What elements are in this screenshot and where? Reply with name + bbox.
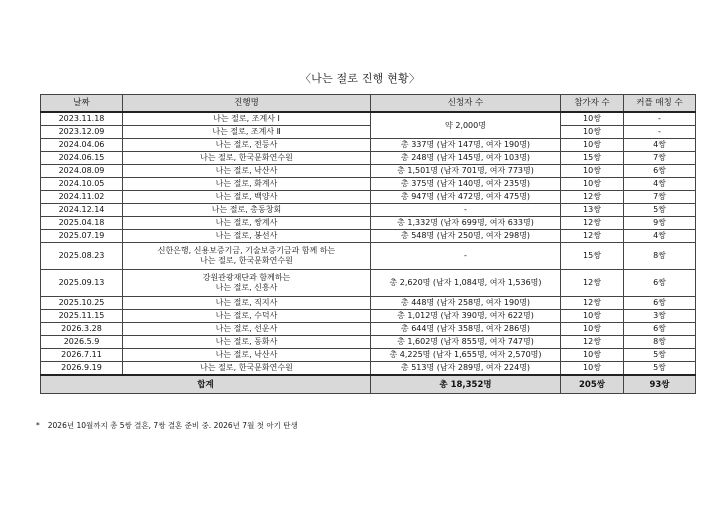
- event-name-line: 나는 절로, 낙산사: [215, 350, 278, 359]
- footnote-mark: *: [36, 421, 40, 430]
- cell-event-name: [123, 270, 371, 297]
- cell-participants: 10쌍: [561, 349, 624, 362]
- cell-event-name: [123, 139, 371, 152]
- cell-event-name: [123, 310, 371, 323]
- cell-couples: 7쌍: [624, 191, 696, 204]
- cell-event-name: [123, 126, 371, 139]
- table-row: [41, 349, 696, 362]
- cell-couples: -: [624, 126, 696, 139]
- cell-participants: 12쌍: [561, 270, 624, 297]
- cell-couples: 8쌍: [624, 243, 696, 270]
- cell-applicants: 총 4,225명 (남자 1,655명, 여자 2,570명): [371, 349, 561, 362]
- cell-couples: 6쌍: [624, 165, 696, 178]
- cell-event-name: [123, 297, 371, 310]
- table-row: [41, 178, 696, 191]
- cell-event-name: [123, 362, 371, 376]
- table-row: [41, 297, 696, 310]
- cell-participants: 10쌍: [561, 126, 624, 139]
- cell-date: 2024.10.05: [41, 178, 123, 191]
- event-name-line: 나는 절로, 한국문화연수원: [200, 363, 293, 372]
- cell-event-name: [123, 336, 371, 349]
- cell-date: 2023.11.18: [41, 112, 123, 126]
- table-row: [41, 217, 696, 230]
- cell-applicants: 총 1,602명 (남자 855명, 여자 747명): [371, 336, 561, 349]
- event-name-line: 나는 절로, 한국문화연수원: [200, 153, 293, 162]
- event-name-line: 나는 절로, 직지사: [215, 298, 278, 307]
- cell-applicants: 총 337명 (남자 147명, 여자 190명): [371, 139, 561, 152]
- cell-couples: 6쌍: [624, 297, 696, 310]
- total-applicants: 총 18,352명: [371, 375, 561, 394]
- event-name-line: 나는 절로, 한국문화연수원: [200, 256, 293, 265]
- cell-participants: 10쌍: [561, 310, 624, 323]
- cell-date: 2023.12.09: [41, 126, 123, 139]
- event-name-line: 나는 절로, 선운사: [215, 324, 278, 333]
- event-name-line: 나는 절로, 전등사: [215, 140, 278, 149]
- event-name-line: 나는 절로, 총동창회: [211, 205, 282, 214]
- cell-participants: 15쌍: [561, 152, 624, 165]
- cell-date: 2026.7.11: [41, 349, 123, 362]
- cell-event-name: [123, 204, 371, 217]
- cell-participants: 10쌍: [561, 362, 624, 376]
- header-date: 날짜: [41, 95, 123, 113]
- page-title: 〈나는 절로 진행 현황〉: [299, 72, 421, 85]
- cell-applicants: 총 248명 (남자 145명, 여자 103명): [371, 152, 561, 165]
- table-row: [41, 336, 696, 349]
- cell-applicants: 총 513명 (남자 289명, 여자 224명): [371, 362, 561, 376]
- cell-applicants: -: [371, 243, 561, 270]
- event-name-line: 나는 절로, 조계사 Ⅰ: [213, 114, 280, 123]
- table-row: [41, 362, 696, 376]
- cell-couples: 5쌍: [624, 204, 696, 217]
- table-total: [41, 375, 696, 394]
- cell-applicants: 총 548명 (남자 250명, 여자 298명): [371, 230, 561, 243]
- cell-date: 2026.3.28: [41, 323, 123, 336]
- footnote-text: 2026년 10월까지 총 5쌍 결혼, 7쌍 결혼 준비 중. 2026년 7월 첫 아기 탄생: [47, 421, 298, 430]
- cell-participants: 12쌍: [561, 191, 624, 204]
- cell-couples: 8쌍: [624, 336, 696, 349]
- cell-participants: 10쌍: [561, 165, 624, 178]
- cell-date: 2025.07.19: [41, 230, 123, 243]
- cell-participants: 12쌍: [561, 217, 624, 230]
- header-couples: 커플 매칭 수: [624, 95, 696, 113]
- cell-couples: 5쌍: [624, 349, 696, 362]
- cell-applicants: 약 2,000명: [371, 112, 561, 139]
- event-name-line: 나는 절로, 낙산사: [215, 166, 278, 175]
- cell-couples: 9쌍: [624, 217, 696, 230]
- cell-couples: 7쌍: [624, 152, 696, 165]
- cell-participants: 10쌍: [561, 323, 624, 336]
- cell-applicants: 총 1,012명 (남자 390명, 여자 622명): [371, 310, 561, 323]
- cell-event-name: [123, 112, 371, 126]
- cell-event-name: [123, 165, 371, 178]
- cell-event-name: [123, 191, 371, 204]
- event-name-line: 강원관광재단과 함께하는: [202, 273, 291, 282]
- cell-event-name: [123, 243, 371, 270]
- event-name-line: 나는 절로, 화계사: [215, 179, 278, 188]
- header-applicants: 신청자 수: [371, 95, 561, 113]
- event-name-line: 나는 절로, 신흥사: [215, 283, 278, 292]
- cell-event-name: [123, 217, 371, 230]
- table-row: [41, 230, 696, 243]
- cell-applicants: 총 1,501명 (남자 701명, 여자 773명): [371, 165, 561, 178]
- cell-couples: -: [624, 112, 696, 126]
- total-couples: 93쌍: [624, 375, 696, 394]
- cell-date: 2024.12.14: [41, 204, 123, 217]
- table-header: [41, 95, 696, 113]
- cell-participants: 10쌍: [561, 112, 624, 126]
- table-row: [41, 270, 696, 297]
- cell-event-name: [123, 323, 371, 336]
- progress-table: [40, 94, 696, 394]
- cell-date: 2025.09.13: [41, 270, 123, 297]
- cell-participants: 15쌍: [561, 243, 624, 270]
- header-participants: 참가자 수: [561, 95, 624, 113]
- cell-date: 2025.10.25: [41, 297, 123, 310]
- table-body: [41, 112, 696, 375]
- table-row: [41, 243, 696, 270]
- table-row: [41, 112, 696, 126]
- cell-participants: 13쌍: [561, 204, 624, 217]
- cell-date: 2025.11.15: [41, 310, 123, 323]
- cell-couples: 5쌍: [624, 362, 696, 376]
- cell-date: 2024.04.06: [41, 139, 123, 152]
- cell-date: 2024.06.15: [41, 152, 123, 165]
- cell-couples: 4쌍: [624, 139, 696, 152]
- table-row: [41, 204, 696, 217]
- cell-date: 2026.9.19: [41, 362, 123, 376]
- total-label: 합계: [41, 375, 371, 394]
- cell-event-name: [123, 349, 371, 362]
- cell-date: 2024.08.09: [41, 165, 123, 178]
- cell-date: 2024.11.02: [41, 191, 123, 204]
- cell-applicants: 총 2,620명 (남자 1,084명, 여자 1,536명): [371, 270, 561, 297]
- table-row: [41, 323, 696, 336]
- cell-couples: 6쌍: [624, 270, 696, 297]
- cell-couples: 4쌍: [624, 230, 696, 243]
- cell-event-name: [123, 178, 371, 191]
- cell-date: 2025.08.23: [41, 243, 123, 270]
- event-name-line: 나는 절로, 수덕사: [215, 311, 278, 320]
- cell-participants: 12쌍: [561, 230, 624, 243]
- event-name-line: 신한은행, 신용보증기금, 기술보증기금과 함께 하는: [157, 246, 336, 255]
- cell-participants: 10쌍: [561, 139, 624, 152]
- event-name-line: 나는 절로, 백양사: [215, 192, 278, 201]
- header-event-name: 진행명: [123, 95, 371, 113]
- cell-applicants: -: [371, 204, 561, 217]
- cell-applicants: 총 644명 (남자 358명, 여자 286명): [371, 323, 561, 336]
- cell-participants: 12쌍: [561, 297, 624, 310]
- cell-applicants: 총 448명 (남자 258명, 여자 190명): [371, 297, 561, 310]
- cell-applicants: 총 1,332명 (남자 699명, 여자 633명): [371, 217, 561, 230]
- cell-couples: 6쌍: [624, 323, 696, 336]
- cell-participants: 10쌍: [561, 178, 624, 191]
- event-name-line: 나는 절로, 조계사 Ⅱ: [212, 127, 281, 136]
- cell-applicants: 총 375명 (남자 140명, 여자 235명): [371, 178, 561, 191]
- cell-event-name: [123, 152, 371, 165]
- cell-date: 2025.04.18: [41, 217, 123, 230]
- table-row: [41, 310, 696, 323]
- total-participants: 205쌍: [561, 375, 624, 394]
- event-name-line: 나는 절로, 동화사: [215, 337, 278, 346]
- cell-event-name: [123, 230, 371, 243]
- cell-applicants: 총 947명 (남자 472명, 여자 475명): [371, 191, 561, 204]
- table-row: [41, 191, 696, 204]
- table-row: [41, 165, 696, 178]
- cell-participants: 12쌍: [561, 336, 624, 349]
- cell-couples: 3쌍: [624, 310, 696, 323]
- event-name-line: 나는 절로, 봉선사: [215, 231, 278, 240]
- footnote: [36, 420, 298, 431]
- cell-date: 2026.5.9: [41, 336, 123, 349]
- cell-couples: 4쌍: [624, 178, 696, 191]
- table-row: [41, 126, 696, 139]
- table-row: [41, 152, 696, 165]
- table-row: [41, 139, 696, 152]
- event-name-line: 나는 절로, 쌍계사: [215, 218, 278, 227]
